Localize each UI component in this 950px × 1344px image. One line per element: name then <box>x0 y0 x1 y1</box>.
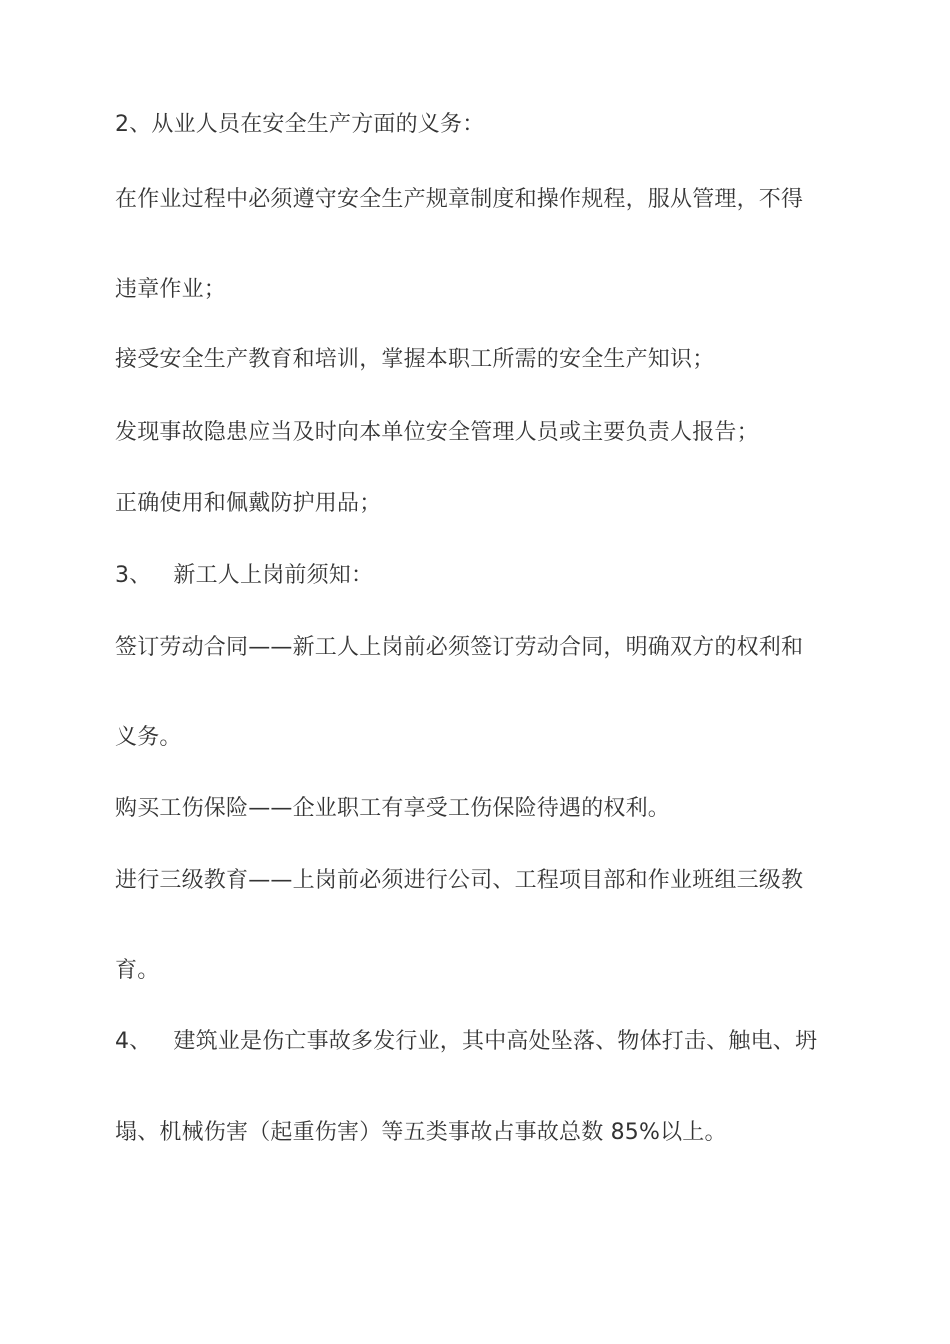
section-4-number: 4、 <box>115 1029 152 1054</box>
section-4-line-2: 塌、机械伤害（起重伤害）等五类事故占事故总数 85%以上。 <box>115 1120 727 1145</box>
section-3-number: 3、 <box>115 563 152 588</box>
section-2-item-1-line-1: 在作业过程中必须遵守安全生产规章制度和操作规程，服从管理，不得 <box>115 187 804 212</box>
section-3-heading <box>115 562 875 590</box>
section-3-item-2: 购买工伤保险——企业职工有享受工伤保险待遇的权利。 <box>115 796 671 821</box>
section-4-line-1 <box>115 1028 875 1056</box>
section-2-item-3: 发现事故隐患应当及时向本单位安全管理人员或主要负责人报告； <box>115 420 759 445</box>
section-3-heading-text: 新工人上岗前须知： <box>173 563 374 588</box>
section-2-heading: 2、从业人员在安全生产方面的义务： <box>115 112 485 137</box>
section-3-item-1-line-1: 签订劳动合同——新工人上岗前必须签订劳动合同，明确双方的权利和 <box>115 635 804 660</box>
section-3-item-3-line-1: 进行三级教育——上岗前必须进行公司、工程项目部和作业班组三级教 <box>115 868 804 893</box>
section-2-item-2: 接受安全生产教育和培训，掌握本职工所需的安全生产知识； <box>115 347 715 372</box>
section-3-item-3-line-2: 育。 <box>115 958 160 983</box>
section-2-item-4: 正确使用和佩戴防护用品； <box>115 491 382 516</box>
section-3-item-1-line-2: 义务。 <box>115 725 182 750</box>
section-4-text-line-1: 建筑业是伤亡事故多发行业，其中高处坠落、物体打击、触电、坍 <box>173 1029 818 1054</box>
section-2-item-1-line-2: 违章作业； <box>115 277 227 302</box>
